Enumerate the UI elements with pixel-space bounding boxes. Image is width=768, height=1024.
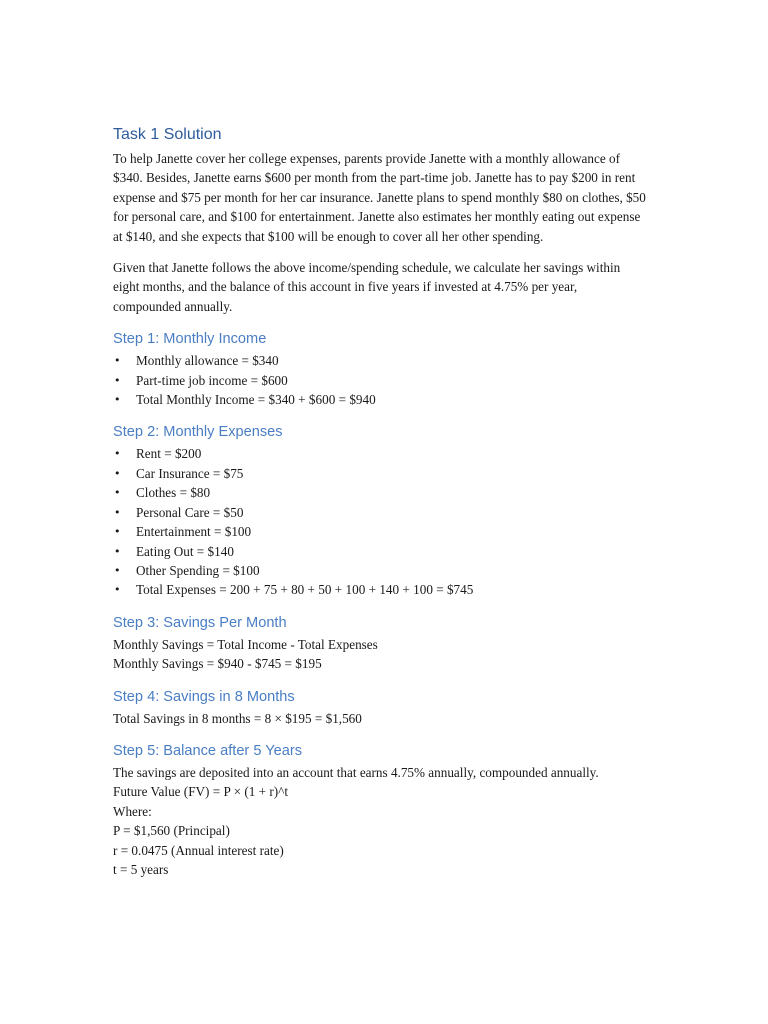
intro-paragraph-1: To help Janette cover her college expenses, parents provide Janette with a monthly allowance of $340. Besides, Janette earns $600 per month from the part-time job. Janette has to pay $200 in rent expense and $75 per month for her car insurance. Janette plans to spend monthly $80 on clothes, $50 for personal care, and $100 for entertainment. Janette also estimates her monthly eating out expense at $140, and she expects that $100 will be enough to cover all her other spending. [113,151,646,244]
bullet-icon: • [114,486,121,500]
list-item [113,390,648,409]
income-list [113,351,648,409]
bullet-icon: • [114,525,121,539]
step1-heading: Step 1: Monthly Income [113,331,267,348]
intro-paragraph-2: Given that Janette follows the above income/spending schedule, we calculate her savings within eight months, and the balance of this account in five years if invested at 4.75% per year, compounded annually. [113,260,621,314]
list-item [113,464,648,483]
where-label: Where: [113,803,152,819]
expense-item-entertainment: Entertainment = $100 [136,524,252,540]
bullet-icon: • [114,466,121,480]
expense-item-rent: Rent = $200 [136,446,202,462]
expense-item-total: Total Expenses = 200 + 75 + 80 + 50 + 100 + 140 + 100 = $745 [136,582,474,598]
expenses-list [113,444,648,599]
time-line: t = 5 years [113,861,169,877]
income-item-total: Total Monthly Income = $340 + $600 = $940 [136,392,376,408]
bullet-icon: • [114,447,121,461]
list-item [113,503,648,522]
list-item [113,371,648,390]
list-item [113,351,648,370]
bullet-icon: • [114,563,121,577]
income-item-allowance: Monthly allowance = $340 [136,353,279,369]
bullet-icon: • [114,544,121,558]
list-item [113,580,648,599]
total-savings-line: Total Savings in 8 months = 8 × $195 = $1,560 [113,710,362,726]
list-item [113,522,648,541]
bullet-icon: • [114,583,121,597]
document-title: Task 1 Solution [113,126,222,143]
bullet-icon: • [114,393,121,407]
step2-heading: Step 2: Monthly Expenses [113,424,283,441]
expense-item-eating-out: Eating Out = $140 [136,543,234,559]
list-item [113,561,648,580]
future-value-formula: Future Value (FV) = P × (1 + r)^t [113,784,289,800]
savings-formula-line: Monthly Savings = Total Income - Total Expenses [113,636,378,652]
expense-item-personal-care: Personal Care = $50 [136,504,244,520]
income-item-job: Part-time job income = $600 [136,372,288,388]
bullet-icon: • [114,354,121,368]
bullet-icon: • [114,373,121,387]
bullet-icon: • [114,505,121,519]
step4-heading: Step 4: Savings in 8 Months [113,688,295,705]
list-item [113,483,648,502]
expense-item-clothes: Clothes = $80 [136,485,211,501]
expense-item-car-insurance: Car Insurance = $75 [136,465,244,481]
savings-calc-line: Monthly Savings = $940 - $745 = $195 [113,656,322,672]
principal-line: P = $1,560 (Principal) [113,823,230,839]
rate-line: r = 0.0475 (Annual interest rate) [113,842,284,858]
step5-heading: Step 5: Balance after 5 Years [113,742,303,759]
expense-item-other: Other Spending = $100 [136,562,260,578]
deposit-description: The savings are deposited into an account that earns 4.75% annually, compounded annually. [113,764,599,780]
list-item [113,444,648,463]
step3-heading: Step 3: Savings Per Month [113,614,287,631]
list-item [113,542,648,561]
